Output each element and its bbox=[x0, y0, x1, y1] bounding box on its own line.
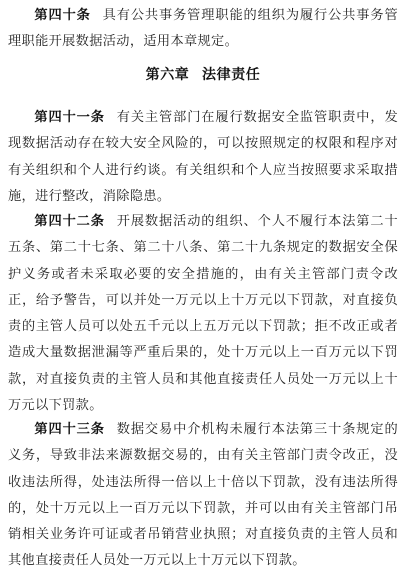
article-41-heading: 第四十一条 bbox=[34, 110, 105, 125]
article-41-text: 有关主管部门在履行数据安全监管职责中，发现数据活动存在较大安全风险的，可以按照规定的权限和程序对有关组织和个人进行约谈。有关组织和个人应当按照要求采取措施，进行整改，消除隐患。 bbox=[8, 110, 399, 204]
article-42-paragraph bbox=[8, 209, 398, 419]
article-43-heading: 第四十三条 bbox=[34, 422, 105, 437]
chapter-heading bbox=[0, 62, 406, 88]
article-42-text: 开展数据活动的组织、个人不履行本法第二十五条、第二十七条、第二十八条、第二十九条规定的数据安全保护义务或者未采取必要的安全措施的，由有关主管部门责令改正，给予警告，可以并处一万元以上十万元以下罚款，对直接负责的主管人员可以处五千元以上五万元以下罚款；拒不改正或者造成大量数据泄漏等严重后果的，处十万元以上一百万元以下罚款，对直接负责的主管人员和其他直接责任人员处一万元以上十万元以下罚款。 bbox=[8, 214, 399, 414]
article-40-heading: 第四十条 bbox=[34, 8, 91, 23]
chapter-number: 第六章 bbox=[145, 67, 190, 83]
article-43-text: 数据交易中介机构未履行本法第三十条规定的义务，导致非法来源数据交易的，由有关主管部门责令改正，没收违法所得，处违法所得一倍以上十倍以下罚款，没有违法所得的，处十万元以上一百万元以下罚款，并可以由有关主管部门吊销相关业务许可证或者吊销营业执照；对直接负责的主管人员和其他直接责任人员处一万元以上十万元以下罚款。 bbox=[8, 422, 399, 569]
article-40-text: 具有公共事务管理职能的组织为履行公共事务管理职能开展数据活动，适用本章规定。 bbox=[8, 8, 398, 50]
article-42-heading: 第四十二条 bbox=[34, 214, 105, 229]
chapter-title: 法律责任 bbox=[202, 67, 261, 83]
article-40-paragraph bbox=[8, 3, 398, 56]
article-41-paragraph bbox=[8, 105, 398, 210]
article-43-paragraph bbox=[8, 417, 398, 575]
